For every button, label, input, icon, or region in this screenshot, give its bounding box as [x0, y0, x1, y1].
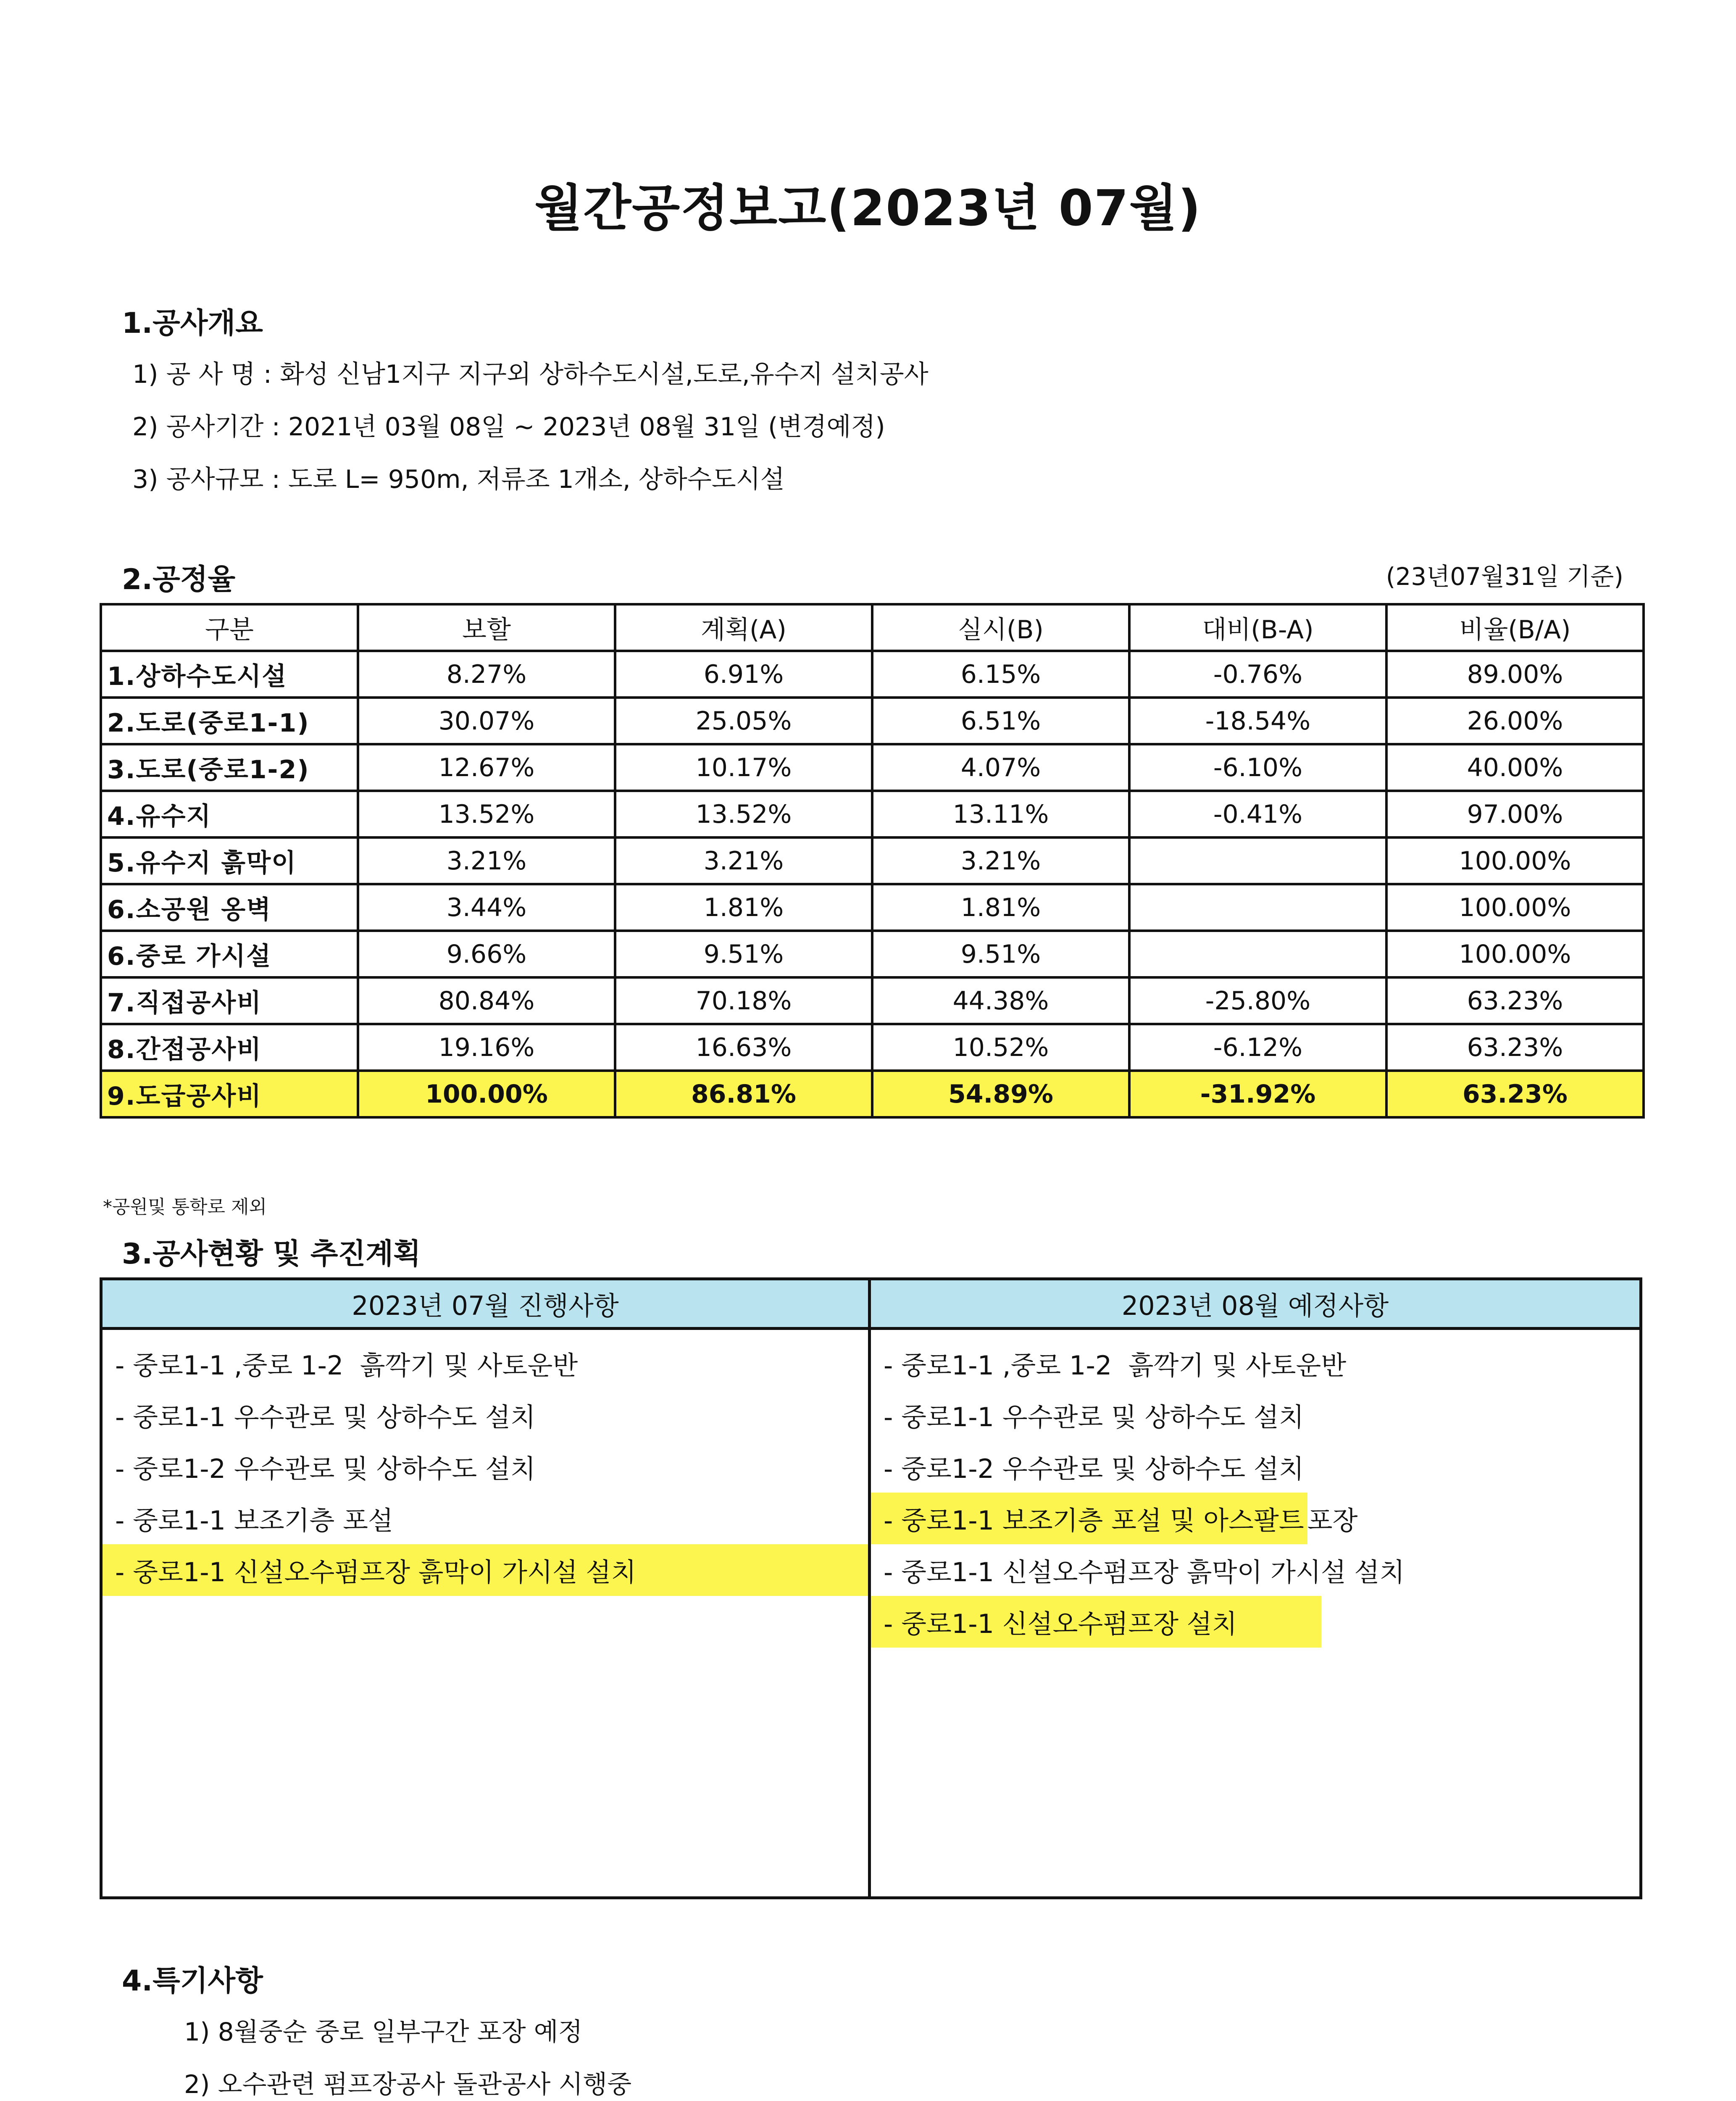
cell-ratio: 89.00%	[1386, 651, 1644, 698]
cell-diff	[1129, 884, 1386, 931]
cell-actual: 4.07%	[872, 744, 1129, 791]
cell-diff: -6.10%	[1129, 744, 1386, 791]
note-line: 1) 8월중순 중로 일부구간 포장 예정	[184, 2017, 583, 2047]
current-progress-list	[103, 1330, 868, 1596]
row-category: 6.소공원 옹벽	[101, 884, 358, 931]
table-row	[101, 744, 1644, 791]
cell-ratio: 40.00%	[1386, 744, 1644, 791]
cell-ratio: 63.23%	[1386, 1071, 1644, 1117]
cell-diff	[1129, 931, 1386, 977]
cell-diff: -31.92%	[1129, 1071, 1386, 1117]
cell-weight: 3.21%	[358, 837, 615, 884]
cell-diff: -25.80%	[1129, 977, 1386, 1024]
cell-actual: 9.51%	[872, 931, 1129, 977]
cell-ratio: 97.00%	[1386, 791, 1644, 837]
cell-actual: 6.15%	[872, 651, 1129, 698]
cell-actual: 10.52%	[872, 1024, 1129, 1071]
cell-ratio: 63.23%	[1386, 1024, 1644, 1071]
list-item-suffix: 포장	[1307, 1505, 1358, 1536]
table-row	[101, 884, 1644, 931]
cell-diff	[1129, 837, 1386, 884]
cell-weight: 12.67%	[358, 744, 615, 791]
list-item: - 중로1-1 보조기층 포설	[115, 1505, 393, 1536]
cell-weight: 80.84%	[358, 977, 615, 1024]
cell-actual: 13.11%	[872, 791, 1129, 837]
cell-plan: 9.51%	[615, 931, 872, 977]
progress-table	[100, 603, 1645, 1119]
highlighted-text: - 중로1-1 보조기층 포설 및 아스팔트	[871, 1493, 1307, 1544]
col-header: 비율(B/A)	[1386, 604, 1644, 651]
planned-work-column	[871, 1280, 1639, 1896]
plans-box	[100, 1277, 1642, 1899]
row-category: 5.유수지 흙막이	[101, 837, 358, 884]
cell-plan: 70.18%	[615, 977, 872, 1024]
cell-actual: 1.81%	[872, 884, 1129, 931]
col-header: 대비(B-A)	[1129, 604, 1386, 651]
row-category: 2.도로(중로1-1)	[101, 698, 358, 744]
cell-weight: 13.52%	[358, 791, 615, 837]
list-item: - 중로1-1 우수관로 및 상하수도 설치	[115, 1402, 536, 1432]
cell-ratio: 100.00%	[1386, 931, 1644, 977]
table-row	[101, 651, 1644, 698]
row-category: 1.상하수도시설	[101, 651, 358, 698]
table-row	[101, 837, 1644, 884]
cell-diff: -0.41%	[1129, 791, 1386, 837]
cell-weight: 100.00%	[358, 1071, 615, 1117]
cell-actual: 3.21%	[872, 837, 1129, 884]
cell-plan: 13.52%	[615, 791, 872, 837]
section1-heading: 1.공사개요	[122, 307, 263, 340]
cell-diff: -6.12%	[1129, 1024, 1386, 1071]
page-title: 월간공정보고(2023년 07월)	[534, 179, 1202, 237]
list-item: - 중로1-2 우수관로 및 상하수도 설치	[115, 1453, 536, 1484]
row-category: 4.유수지	[101, 791, 358, 837]
cell-weight: 30.07%	[358, 698, 615, 744]
cell-weight: 8.27%	[358, 651, 615, 698]
cell-diff: -0.76%	[1129, 651, 1386, 698]
note-line: 2) 오수관련 펌프장공사 돌관공사 시행중	[184, 2070, 632, 2099]
cell-ratio: 100.00%	[1386, 884, 1644, 931]
cell-actual: 6.51%	[872, 698, 1129, 744]
cell-ratio: 63.23%	[1386, 977, 1644, 1024]
list-item-highlighted: - 중로1-1 신설오수펌프장 흙막이 가시설 설치	[103, 1544, 868, 1596]
row-category: 3.도로(중로1-2)	[101, 744, 358, 791]
cell-plan: 86.81%	[615, 1071, 872, 1117]
cell-ratio: 26.00%	[1386, 698, 1644, 744]
cell-actual: 54.89%	[872, 1071, 1129, 1117]
cell-diff: -18.54%	[1129, 698, 1386, 744]
list-item: - 중로1-1 우수관로 및 상하수도 설치	[884, 1402, 1304, 1432]
cell-plan: 10.17%	[615, 744, 872, 791]
table-row	[101, 1024, 1644, 1071]
cell-actual: 44.38%	[872, 977, 1129, 1024]
project-period-line: 2) 공사기간 : 2021년 03월 08일 ~ 2023년 08월 31일 (변경예정)	[132, 412, 885, 442]
list-item: - 중로1-1 ,중로 1-2 흙깍기 및 사토운반	[884, 1350, 1347, 1381]
cell-plan: 1.81%	[615, 884, 872, 931]
table-row	[101, 977, 1644, 1024]
project-name-line: 1) 공 사 명 : 화성 신남1지구 지구외 상하수도시설,도로,유수지 설치공사	[132, 360, 928, 389]
col-header: 보할	[358, 604, 615, 651]
planned-work-header: 2023년 08월 예정사항	[871, 1280, 1639, 1330]
table-footnote: *공원및 통학로 제외	[103, 1196, 267, 1218]
planned-work-list	[871, 1330, 1639, 1648]
row-category: 7.직접공사비	[101, 977, 358, 1024]
col-header: 실시(B)	[872, 604, 1129, 651]
project-scale-line: 3) 공사규모 : 도로 L= 950m, 저류조 1개소, 상하수도시설	[132, 465, 785, 494]
table-row-total	[101, 1071, 1644, 1117]
cell-plan: 25.05%	[615, 698, 872, 744]
cell-weight: 9.66%	[358, 931, 615, 977]
list-item	[871, 1493, 1639, 1544]
list-item: - 중로1-1 신설오수펌프장 흙막이 가시설 설치	[884, 1557, 1405, 1588]
table-row	[101, 698, 1644, 744]
cell-plan: 6.91%	[615, 651, 872, 698]
col-header: 계획(A)	[615, 604, 872, 651]
row-category: 9.도급공사비	[101, 1071, 358, 1117]
list-item: - 중로1-1 ,중로 1-2 흙깍기 및 사토운반	[115, 1350, 578, 1381]
cell-plan: 16.63%	[615, 1024, 872, 1071]
list-item: - 중로1-2 우수관로 및 상하수도 설치	[884, 1453, 1304, 1484]
col-header: 구분	[101, 604, 358, 651]
row-category: 8.간접공사비	[101, 1024, 358, 1071]
table-row	[101, 791, 1644, 837]
highlighted-text: - 중로1-1 신설오수펌프장 설치	[871, 1596, 1321, 1648]
row-category: 6.중로 가시설	[101, 931, 358, 977]
cell-weight: 19.16%	[358, 1024, 615, 1071]
cell-ratio: 100.00%	[1386, 837, 1644, 884]
section3-heading: 3.공사현황 및 추진계획	[122, 1237, 421, 1271]
basis-date: (23년07월31일 기준)	[1386, 562, 1623, 591]
cell-plan: 3.21%	[615, 837, 872, 884]
table-row	[101, 931, 1644, 977]
table-header-row	[101, 604, 1644, 651]
list-item	[871, 1596, 1639, 1648]
current-progress-column	[103, 1280, 871, 1896]
section2-heading: 2.공정율	[122, 563, 236, 596]
current-progress-header: 2023년 07월 진행사항	[103, 1280, 868, 1330]
cell-weight: 3.44%	[358, 884, 615, 931]
section4-heading: 4.특기사항	[122, 1964, 263, 1998]
